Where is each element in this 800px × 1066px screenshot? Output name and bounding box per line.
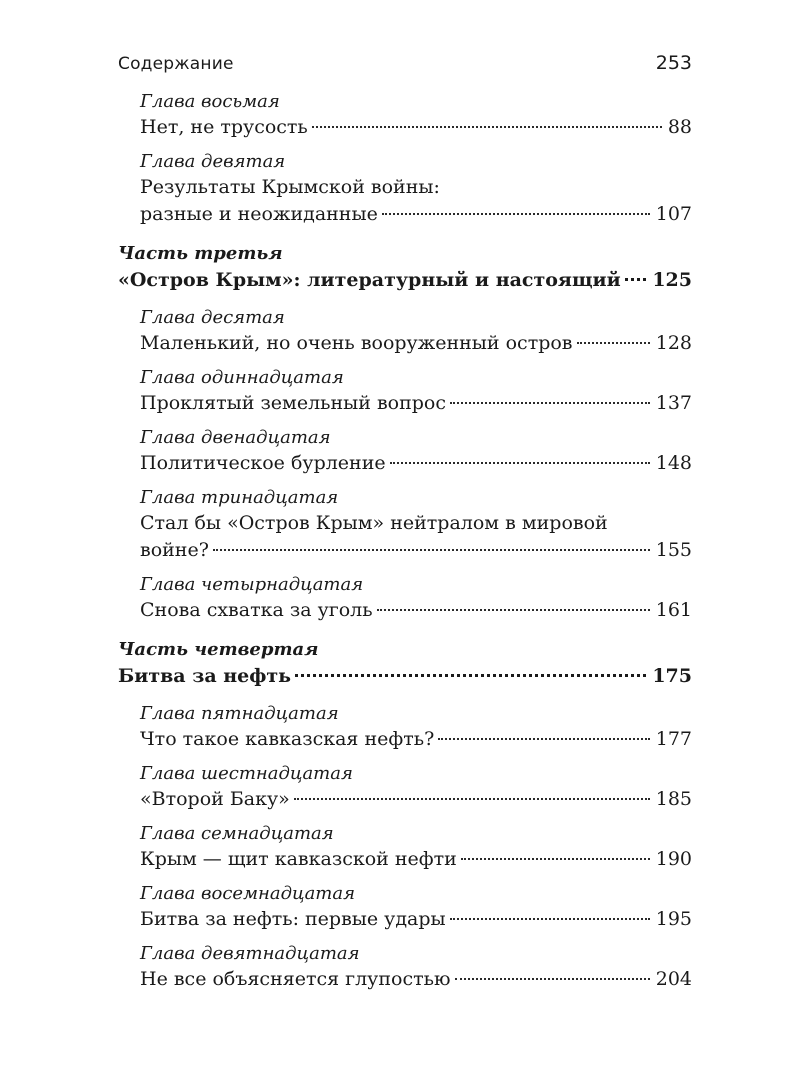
toc-line [140, 450, 692, 477]
chapter-label: Глава десятая [140, 307, 285, 328]
chapter-title-line-1: Результаты Крымской войны: [140, 176, 440, 198]
running-head [118, 52, 692, 74]
dot-leader [213, 549, 650, 551]
chapter-title: «Второй Баку» [140, 788, 290, 810]
toc-entry-chapter-12 [118, 426, 692, 477]
toc-line [140, 906, 692, 933]
chapter-title: Крым — щит кавказской нефти [140, 848, 457, 870]
chapter-page: 148 [655, 452, 692, 474]
dot-leader [390, 462, 650, 464]
toc-entry-chapter-11 [118, 366, 692, 417]
chapter-title: Битва за нефть: первые удары [140, 908, 446, 930]
chapter-page: 128 [655, 332, 692, 354]
chapter-title: Политическое бурление [140, 452, 386, 474]
toc-entry-chapter-13 [118, 486, 692, 564]
toc-entry-chapter-18 [118, 882, 692, 933]
chapter-page: 177 [655, 728, 692, 750]
toc-entry-chapter-14 [118, 573, 692, 624]
toc-entry-chapter-10 [118, 306, 692, 357]
chapter-label: Глава девятнадцатая [140, 943, 360, 964]
dot-leader [625, 278, 647, 281]
toc-line [140, 201, 692, 228]
toc-entry-chapter-8 [118, 90, 692, 141]
dot-leader [377, 609, 650, 611]
chapter-title: Не все объясняется глупостью [140, 968, 451, 990]
chapter-page: 137 [655, 392, 692, 414]
toc-entry-chapter-15 [118, 702, 692, 753]
chapter-title-line-2: войне? [140, 539, 209, 561]
chapter-title-line-2: разные и неожиданные [140, 203, 378, 225]
toc-line [140, 726, 692, 753]
part-label: Часть четвертая [118, 639, 319, 660]
chapter-label: Глава пятнадцатая [140, 703, 339, 724]
dot-leader [450, 402, 650, 404]
chapter-label: Глава тринадцатая [140, 487, 339, 508]
chapter-title-line-1: Стал бы «Остров Крым» нейтралом в мировой [140, 512, 608, 534]
chapter-page: 161 [655, 599, 692, 621]
dot-leader [577, 342, 650, 344]
toc-line [140, 330, 692, 357]
chapter-label: Глава четырнадцатая [140, 574, 364, 595]
toc-line [140, 966, 692, 993]
dot-leader [438, 738, 649, 740]
toc-line [140, 390, 692, 417]
chapter-title: Маленький, но очень вооруженный остров [140, 332, 573, 354]
chapter-label: Глава двенадцатая [140, 427, 331, 448]
part-title: «Остров Крым»: литературный и настоящий [118, 269, 621, 291]
page-number: 253 [655, 52, 692, 74]
dot-leader [295, 674, 646, 677]
chapter-label: Глава девятая [140, 151, 286, 172]
chapter-label: Глава шестнадцатая [140, 763, 353, 784]
toc-line [140, 597, 692, 624]
toc-entry-part-3 [118, 242, 692, 294]
toc-line [140, 114, 692, 141]
dot-leader [455, 978, 650, 980]
chapter-label: Глава восемнадцатая [140, 883, 356, 904]
dot-leader [312, 126, 662, 128]
toc-entry-part-4 [118, 638, 692, 690]
chapter-title: Снова схватка за уголь [140, 599, 373, 621]
toc-line [118, 266, 692, 294]
running-title: Содержание [118, 54, 234, 74]
part-page: 175 [652, 665, 692, 687]
chapter-title: Нет, не трусость [140, 116, 308, 138]
toc-line [140, 786, 692, 813]
part-page: 125 [652, 269, 692, 291]
chapter-page: 185 [655, 788, 692, 810]
chapter-title: Что такое кавказская нефть? [140, 728, 435, 750]
chapter-page: 190 [655, 848, 692, 870]
toc-entry-chapter-9 [118, 150, 692, 228]
chapter-page: 155 [655, 539, 692, 561]
dot-leader [294, 798, 650, 800]
chapter-page: 107 [655, 203, 692, 225]
part-label: Часть третья [118, 243, 283, 264]
chapter-title: Проклятый земельный вопрос [140, 392, 447, 414]
toc-entry-chapter-19 [118, 942, 692, 993]
toc-line [118, 662, 692, 690]
toc-page [118, 52, 692, 1002]
dot-leader [450, 918, 650, 920]
toc-entry-chapter-16 [118, 762, 692, 813]
toc-line [140, 846, 692, 873]
chapter-page: 88 [667, 116, 692, 138]
chapter-label: Глава семнадцатая [140, 823, 334, 844]
chapter-label: Глава одиннадцатая [140, 367, 344, 388]
chapter-page: 204 [655, 968, 692, 990]
dot-leader [382, 213, 650, 215]
toc-entry-chapter-17 [118, 822, 692, 873]
dot-leader [461, 858, 650, 860]
toc-line [140, 537, 692, 564]
chapter-label: Глава восьмая [140, 91, 280, 112]
chapter-page: 195 [655, 908, 692, 930]
part-title: Битва за нефть [118, 665, 292, 687]
